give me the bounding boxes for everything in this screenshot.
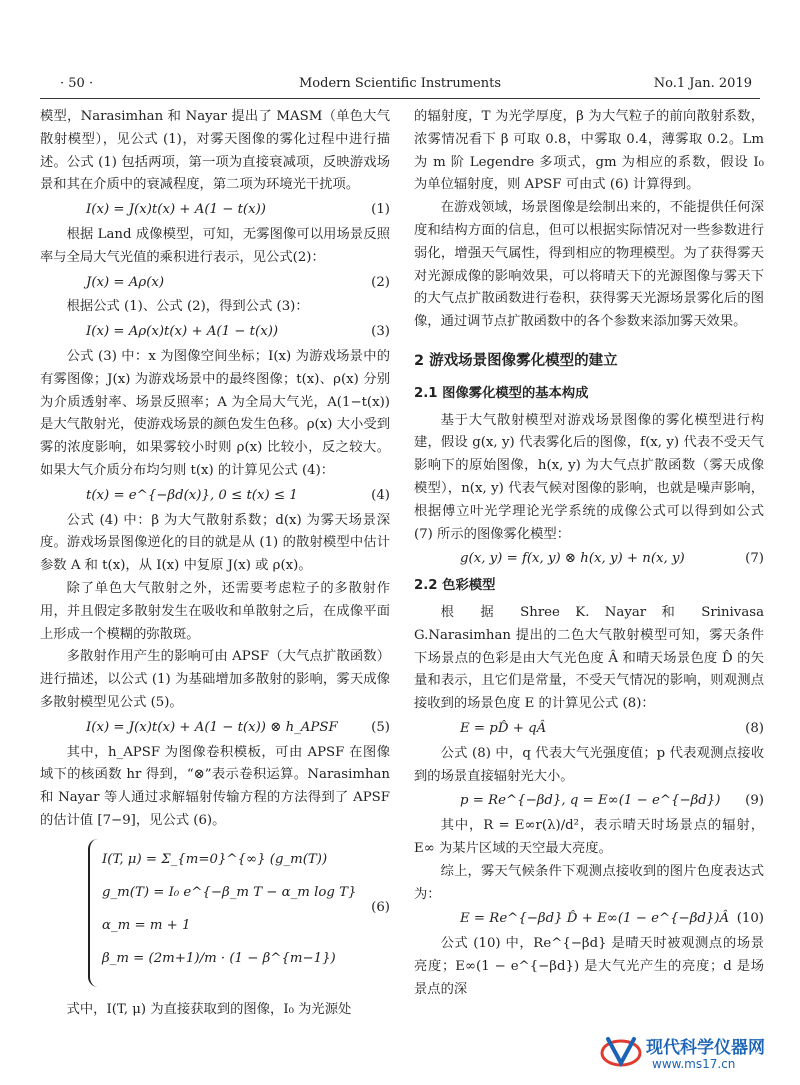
paragraph: 综上，雾天气候条件下观测点接收到的图片色度表达式为： [414, 863, 764, 902]
paragraph: 在游戏领域，场景图像是绘制出来的，不能提供任何深度和结构方面的信息，但可以根据实际情况对一些参数进行弱化，增强天气属性，得到相应的物理模型。为了获得雾天对光源成像的影响效果，可以将晴天下的光源图像与雾天下的大气点扩散函数进行卷积，获得雾天光源场景雾化后的图像，通过调节点扩散函数中的各个参数来添加雾天效果。 [414, 200, 764, 330]
equation-line: g_m(T) = I₀ e^{−β_m T − α_m log T} [102, 884, 357, 900]
logo-mark-icon [600, 1033, 642, 1069]
equation-3: I(x) = Aρ(x)t(x) + A(1 − t(x)) (3) [86, 324, 390, 340]
equation-number: (6) [371, 899, 390, 915]
watermark-name: 现代科学仪器网 [646, 1038, 765, 1058]
paragraph: 公式 (3) 中：x 为图像空间坐标；I(x) 为游戏场景中的有雾图像；J(x) 为游戏场景中的最终图像；t(x)、ρ(x) 分别为介质透射率、场景反照率；A 为全局大气光，A(1−t(x)) 是大气散射光，使游戏场景的颜色发生色移。ρ(x) 大小受到雾的浓度影响，如果雾较小时则 ρ(x) 比较小，反之较大。如果大气介质分布均匀则 t(x) 的计算见公式 (4)： [40, 348, 390, 478]
paragraph: 其中，R = E∞r(λ)/d²，表示晴天时场景点的辐射，E∞ 为某片区域的天空最大亮度。 [414, 818, 764, 856]
subsection-heading: 2.2 色彩模型 [414, 578, 496, 594]
equation-4: t(x) = e^{−βd(x)}, 0 ≤ t(x) ≤ 1 (4) [86, 487, 390, 503]
paragraph: 其中，h_APSF 为图像卷积模板，可由 APSF 在图像域下的核函数 hr 得到，“⊗”表示卷积运算。Narasimhan 和 Nayar 等人通过求解辐射传输方程的方法得到了 APSF 的估计值 [7−9]，见公式 (6)。 [40, 744, 390, 828]
paragraph: 式中，I(T, μ) 为直接获取到的图像，I₀ 为光源处 [66, 1001, 352, 1017]
equation-8: E = pD̂ + qÂ (8) [460, 720, 764, 736]
section-heading: 2 游戏场景图像雾化模型的建立 [414, 352, 618, 369]
paragraph: 的辐射度，T 为光学厚度，β 为大气粒子的前向散射系数，浓雾情况看下 β 可取 0.8，中雾取 0.4，薄雾取 0.2。Lm 为 m 阶 Legendre 多项式，gm 为相应的系数，假设 I₀ 为单位辐射度，则 APSF 可由式 (6) 计算得到。 [414, 109, 764, 193]
paragraph: 根据 Land 成像模型，可知，无雾图像可以用场景反照率与全局大气光值的乘积进行表示，见公式(2)： [40, 226, 390, 265]
equation-brace [88, 839, 98, 987]
issue-info: No.1 Jan. 2019 [653, 76, 752, 91]
paragraph: 根据公式 (1)、公式 (2)，得到公式 (3)： [66, 299, 309, 315]
watermark-logo [600, 1029, 790, 1077]
paragraph: 模型，Narasimhan 和 Nayar 提出了 MASM（单色大气散射模型），见公式 (1)，对雾天图像的雾化过程中进行描述。公式 (1) 包括两项，第一项为直接衰减项，反映游戏场景和其在介质中的衰减程度，第二项为环境光干扰项。 [40, 109, 390, 193]
equation-5: I(x) = J(x)t(x) + A(1 − t(x)) ⊗ h_APSF (5) [86, 719, 390, 735]
paragraph: 公式 (4) 中：β 为大气散射系数；d(x) 为雾天场景深度。游戏场景图像逆化的目的就是从 (1) 的散射模型中估计参数 A 和 t(x)，从 I(x) 中复原 J(x) 或 ρ(x)。 [40, 512, 390, 574]
running-header [40, 76, 760, 100]
subsection-heading: 2.1 图像雾化模型的基本构成 [414, 385, 589, 401]
equation-line: I(T, μ) = Σ_{m=0}^{∞} (g_m(T)) [102, 851, 328, 867]
paragraph: 多散射作用产生的影响可由 APSF（大气点扩散函数）进行描述，以公式 (1) 为基础增加多散射的影响，雾天成像多散射模型见公式 (5)。 [40, 649, 390, 710]
equation-9: p = Re^{−βd}, q = E∞(1 − e^{−βd}) (9) [460, 793, 764, 809]
page-number: · 50 · [60, 76, 94, 91]
left-column [40, 106, 390, 1022]
equation-6 [40, 839, 390, 991]
paragraph: 除了单色大气散射之外，还需要考虑粒子的多散射作用，并且假定多散射发生在吸收和单散射之后，在成像平面上形成一个模糊的弥散斑。 [40, 580, 390, 642]
header-rule [40, 98, 760, 99]
journal-title: Modern Scientific Instruments [298, 76, 502, 91]
watermark-url: www.ms17.cn [652, 1057, 736, 1071]
equation-10: E = Re^{−βd} D̂ + E∞(1 − e^{−βd})Â (10) [460, 911, 764, 927]
equation-line: β_m = (2m+1)/m · (1 − β^{m−1}) [102, 950, 336, 966]
equation-line: α_m = m + 1 [102, 917, 191, 933]
equation-2: J(x) = Aρ(x) (2) [86, 274, 390, 290]
equation-7: g(x, y) = f(x, y) ⊗ h(x, y) + n(x, y) (7) [460, 551, 764, 567]
paragraph: 公式 (10) 中，Re^{−βd} 是晴天时被观测点的场景亮度；E∞(1 − e^{−βd}) 是大气光产生的亮度；d 是场景点的深 [414, 936, 764, 997]
paragraph: 基于大气散射模型对游戏场景图像的雾化模型进行构建，假设 g(x, y) 代表雾化后的图像，f(x, y) 代表不受天气影响下的原始图像，h(x, y) 为大气点扩散函数（雾天成像模型），n(x, y) 代表气候对图像的影响，也就是噪声影响，根据傅立叶光学理论光学系统的成像公式可以得到如公式 (7) 所示的图像雾化模型： [414, 412, 764, 542]
paragraph: 公式 (8) 中，q 代表大气光强度值；p 代表观测点接收到的场景直接辐射光大小。 [414, 745, 764, 784]
paragraph: 根 据 Shree K. Nayar 和 Srinivasa G.Narasimhan 提出的二色大气散射模型可知，雾天条件下场景点的色彩是由大气光色度 Â 和晴天场景色度 D̂ 的矢量和表示，且它们是常量，不受天气情况的影响，则观测点接收到的场景色度 E 的计算见公式 (8)： [414, 604, 764, 712]
equation-1: I(x) = J(x)t(x) + A(1 − t(x)) (1) [86, 202, 390, 218]
right-column [414, 106, 764, 1001]
